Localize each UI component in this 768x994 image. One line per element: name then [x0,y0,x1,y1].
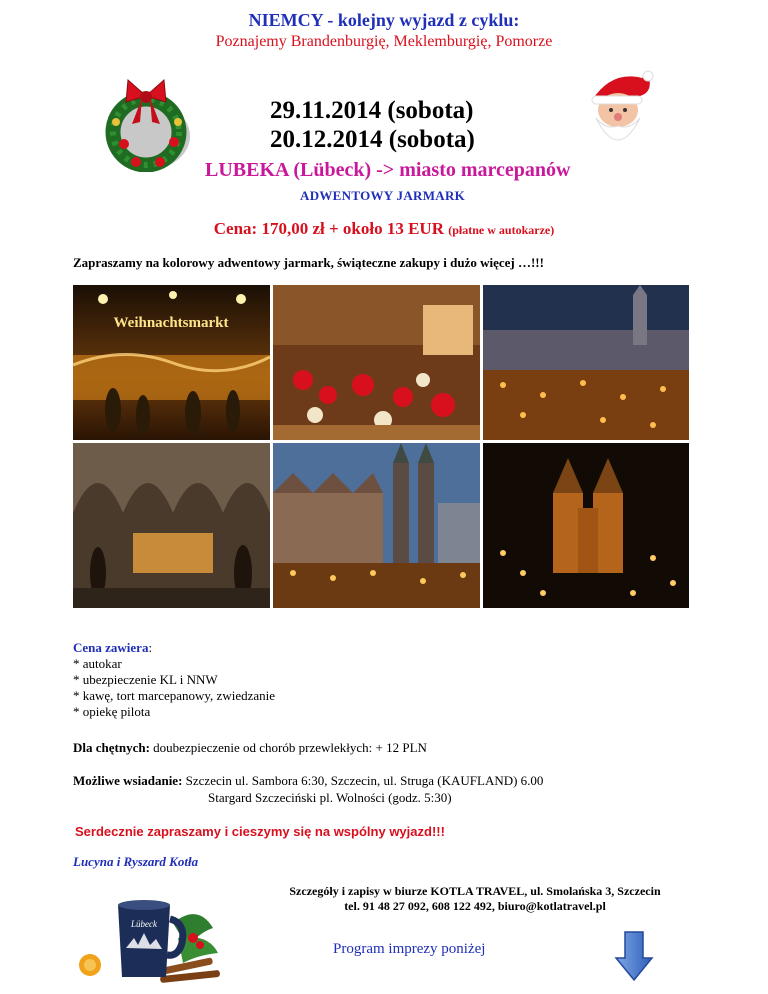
extras-line [73,740,427,756]
photo-sweets-shop [273,285,480,440]
office-info [235,884,715,914]
market-sign-text: Weihnachtsmarkt [113,315,229,331]
office-address: Szczegóły i zapisy w biurze KOTLA TRAVEL, ul. Smolańska 3, Szczecin [289,884,661,898]
invitation-text: Zapraszamy na kolorowy adwentowy jarmark, świąteczne zakupy i dużo więcej …!!! [73,255,544,270]
tour-dates [270,96,475,154]
mug-text: Lübeck [131,919,157,929]
page-title: NIEMCY - kolejny wyjazd z cyklu: [248,10,520,30]
santa-icon [582,70,656,150]
tour-date: 29.11.2014 (sobota) [270,97,474,124]
boarding-label: Możliwe wsiadanie: [73,773,183,788]
tour-date: 20.12.2014 (sobota) [270,126,475,153]
extras-text: doubezpieczenie od chorób przewlekłych: + 12 PLN [149,740,427,755]
destination-city: LUBEKA (Lübeck) -> miasto marcepanów [205,159,571,181]
greeting-text: Serdecznie zapraszamy i cieszymy się na wspólny wyjazd!!! [75,824,445,839]
signature: Lucyna i Ryszard Kotła [73,854,199,869]
list-item: * ubezpieczenie KL i NNW [73,672,218,687]
list-item: * opiekę pilota [73,704,151,719]
photo-town-hall [273,443,480,608]
boarding-line [73,773,543,789]
list-item: * kawę, tort marcepanowy, zwiedzanie [73,688,276,703]
photo-hall-market [73,443,270,608]
boarding-line1: Szczecin ul. Sambora 6:30, Szczecin, ul. Struga (KAUFLAND) 6.00 [182,773,544,788]
arrow-down-icon[interactable] [614,930,654,982]
photo-holstentor [483,443,689,608]
price-line [0,219,768,239]
program-link[interactable]: Program imprezy poniżej [333,941,486,957]
photo-gallery [73,285,689,608]
photo-weihnachtsmarkt [73,285,270,440]
price-main: Cena: 170,00 zł + około 13 EUR [213,219,444,238]
mulled-wine-mug-icon [78,893,228,988]
price-note: (płatne w autokarze) [448,223,555,237]
list-item: * autokar [73,656,122,671]
wreath-icon [102,72,194,172]
page-subtitle: Poznajemy Brandenburgię, Meklemburgię, Pomorze [215,33,553,50]
photo-market-square [483,285,689,440]
includes-colon: : [148,640,153,655]
price-includes [73,640,275,720]
includes-heading: Cena zawiera [73,640,149,655]
boarding-line2: Stargard Szczeciński pl. Wolności (godz. 5:30) [208,790,452,805]
includes-heading-line [73,640,275,656]
office-contact: tel. 91 48 27 092, 608 122 492, biuro@kotlatravel.pl [344,899,606,913]
extras-label: Dla chętnych: [73,740,150,755]
event-name: ADWENTOWY JARMARK [300,188,466,203]
